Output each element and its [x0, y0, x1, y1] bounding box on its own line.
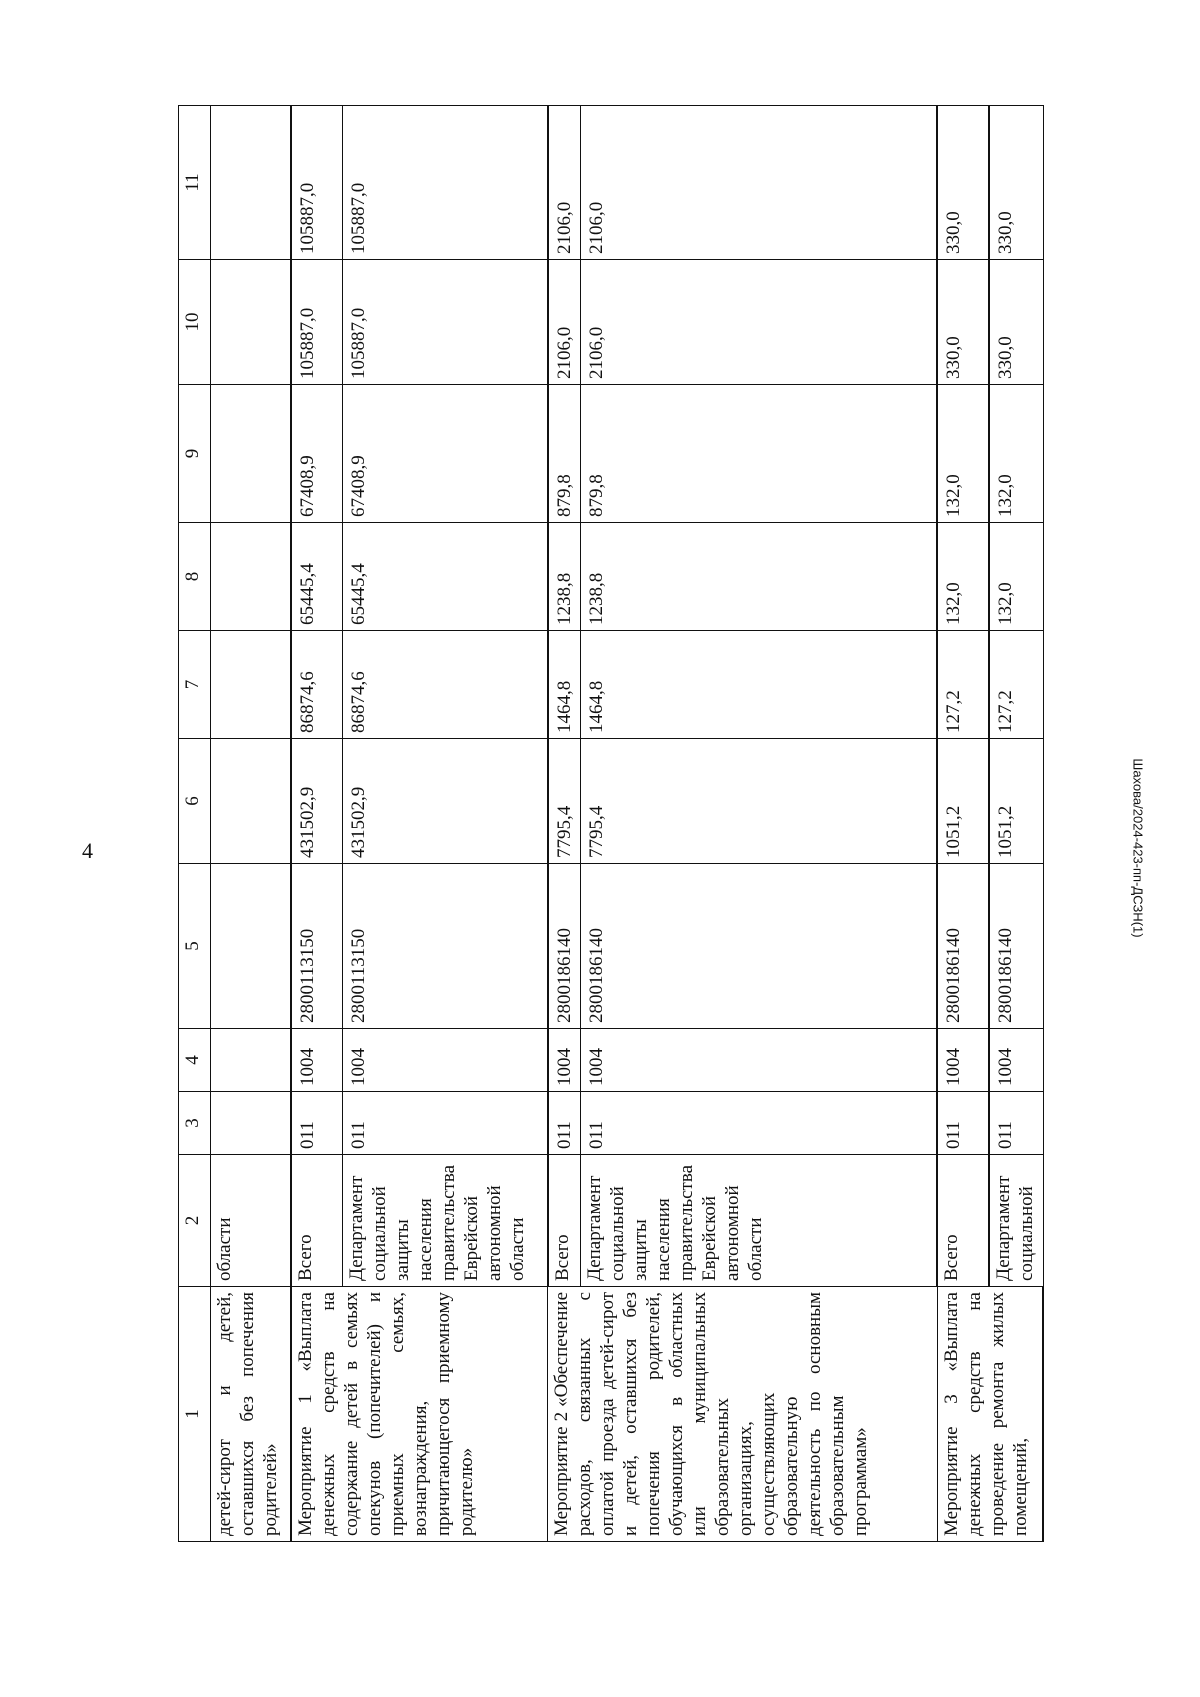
cell: 1004	[343, 1029, 548, 1092]
cell: 7795,4	[548, 739, 581, 864]
cell: 2106,0	[580, 106, 937, 260]
cell: 132,0	[937, 385, 989, 523]
rotated-table-container	[178, 106, 1044, 1542]
cell: 011	[548, 1092, 581, 1155]
activity-description: детей-сирот и детей, оставшихся без попечения родителей»	[211, 1287, 291, 1542]
cell: 1238,8	[548, 523, 581, 631]
executor-cell: Департамент социальной	[989, 1155, 1043, 1287]
cell: 2106,0	[548, 260, 581, 385]
activity-description: Мероприятие 3 «Выплата денежных средств на проведение ремонта жилых помещений,	[937, 1287, 1043, 1542]
cell: 2106,0	[548, 106, 581, 260]
cell	[211, 106, 291, 260]
table-row	[211, 106, 291, 1542]
header-cell: 6	[179, 739, 211, 864]
cell: 879,8	[548, 385, 581, 523]
cell: 330,0	[989, 106, 1043, 260]
cell: 1004	[580, 1029, 937, 1092]
cell: 67408,9	[291, 385, 343, 523]
cell: 330,0	[989, 260, 1043, 385]
cell: 011	[343, 1092, 548, 1155]
cell: 330,0	[937, 260, 989, 385]
cell: 132,0	[937, 523, 989, 631]
executor-cell: Всего	[291, 1155, 343, 1287]
cell	[211, 864, 291, 1029]
cell: 105887,0	[343, 260, 548, 385]
cell: 86874,6	[343, 631, 548, 739]
header-cell: 11	[179, 106, 211, 260]
cell: 2800113150	[343, 864, 548, 1029]
cell: 132,0	[989, 523, 1043, 631]
cell: 1004	[548, 1029, 581, 1092]
cell: 132,0	[989, 385, 1043, 523]
cell: 1464,8	[548, 631, 581, 739]
header-cell: 8	[179, 523, 211, 631]
executor-cell: области	[211, 1155, 291, 1287]
cell: 67408,9	[343, 385, 548, 523]
cell: 011	[580, 1092, 937, 1155]
cell: 127,2	[989, 631, 1043, 739]
header-cell: 7	[179, 631, 211, 739]
cell	[211, 260, 291, 385]
header-cell: 2	[179, 1155, 211, 1287]
cell: 2800186140	[580, 864, 937, 1029]
cell: 1051,2	[937, 739, 989, 864]
cell: 431502,9	[343, 739, 548, 864]
cell	[211, 1029, 291, 1092]
cell: 1238,8	[580, 523, 937, 631]
cell	[211, 385, 291, 523]
cell: 2800186140	[937, 864, 989, 1029]
activity-description: Мероприятие 1 «Выплата денежных средств на содержание детей в семьях опекунов (попечителей) и приемных семьях, вознаграждения, причитающегося приемному родителю»	[291, 1287, 548, 1542]
cell: 105887,0	[291, 106, 343, 260]
cell: 330,0	[937, 106, 989, 260]
cell: 65445,4	[291, 523, 343, 631]
cell	[211, 523, 291, 631]
cell	[211, 631, 291, 739]
cell: 011	[989, 1092, 1043, 1155]
cell: 2800186140	[989, 864, 1043, 1029]
cell: 65445,4	[343, 523, 548, 631]
cell: 1004	[989, 1029, 1043, 1092]
header-cell: 10	[179, 260, 211, 385]
cell: 1051,2	[989, 739, 1043, 864]
cell: 105887,0	[291, 260, 343, 385]
header-cell: 3	[179, 1092, 211, 1155]
cell: 1464,8	[580, 631, 937, 739]
header-row	[179, 106, 211, 1542]
cell: 2800113150	[291, 864, 343, 1029]
cell: 1004	[291, 1029, 343, 1092]
header-cell: 4	[179, 1029, 211, 1092]
cell: 127,2	[937, 631, 989, 739]
cell: 2800186140	[548, 864, 581, 1029]
cell: 105887,0	[343, 106, 548, 260]
page-number: 4	[82, 838, 93, 863]
cell	[211, 739, 291, 864]
cell	[211, 1092, 291, 1155]
cell: 431502,9	[291, 739, 343, 864]
executor-cell: Всего	[548, 1155, 581, 1287]
activity-description: Мероприятие 2 «Обеспечение расходов, связанных с оплатой проезда детей-сирот и детей, оставшихся без попечения родителей, обучающихся в областных или муниципальных образовательных организациях, осуществляющих образовательную деятельность по основным образовательным программам»	[548, 1287, 938, 1542]
cell: 1004	[937, 1029, 989, 1092]
executor-cell: Департамент социальной защиты населения правительства Еврейской автономной области	[343, 1155, 548, 1287]
cell: 011	[937, 1092, 989, 1155]
cell: 86874,6	[291, 631, 343, 739]
cell: 879,8	[580, 385, 937, 523]
header-cell: 9	[179, 385, 211, 523]
cell: 2106,0	[580, 260, 937, 385]
executor-cell: Департамент социальной защиты населения правительства Еврейской автономной области	[580, 1155, 937, 1287]
table-row	[548, 106, 581, 1542]
budget-table	[178, 105, 1044, 1542]
header-cell: 5	[179, 864, 211, 1029]
executor-cell: Всего	[937, 1155, 989, 1287]
cell: 7795,4	[580, 739, 937, 864]
table-row	[937, 106, 989, 1542]
table-row	[291, 106, 343, 1542]
cell: 011	[291, 1092, 343, 1155]
document-code: Шахова/2024-423-пп-ДСЗН(1)	[1130, 758, 1146, 938]
header-cell: 1	[179, 1287, 211, 1542]
